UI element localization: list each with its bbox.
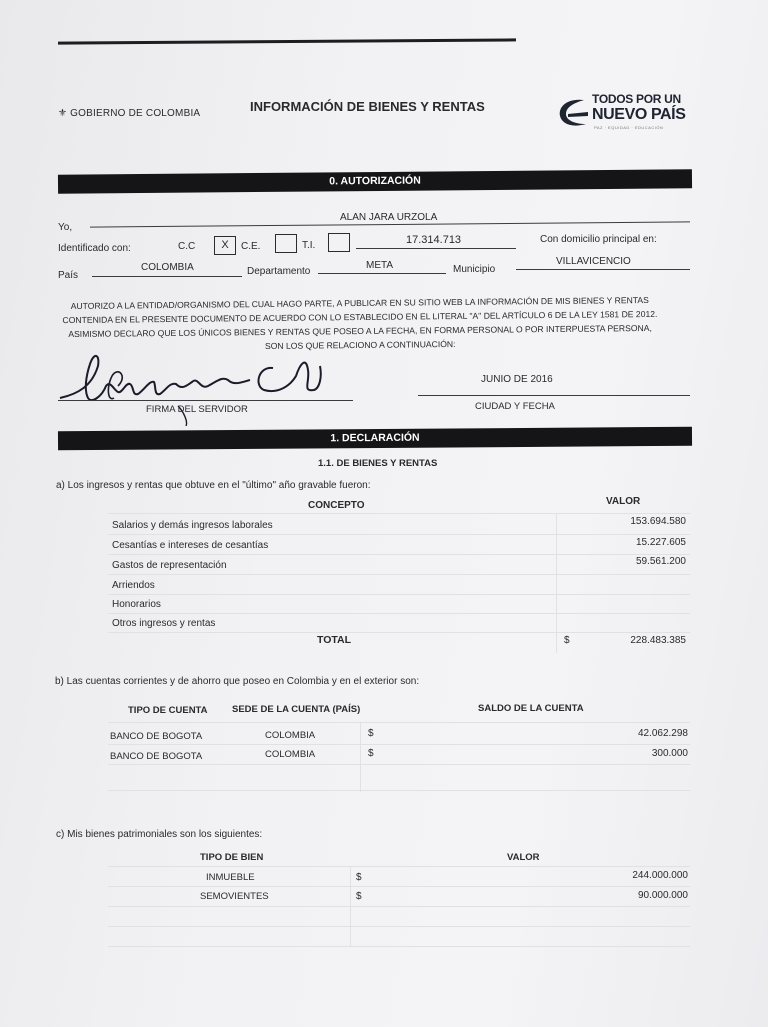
account-balance: 300.000 [651, 748, 688, 759]
logo-text-line1: TODOS POR UN [592, 92, 681, 106]
account-seat: COLOMBIA [265, 749, 316, 760]
cc-label: C.C [178, 241, 196, 252]
ce-checkbox[interactable] [275, 234, 297, 253]
asset-type: SEMOVIENTES [200, 891, 269, 902]
account-balance: 42.062.298 [637, 728, 688, 739]
country-label: País [58, 270, 79, 281]
section-bar-declaration: 1. DECLARACIÓN [58, 427, 692, 450]
logo-tagline: PAZ · EQUIDAD · EDUCACIÓN [594, 125, 664, 130]
assets-col-value: VALOR [507, 852, 540, 863]
ti-label: T.I. [302, 240, 316, 251]
authorization-text: AUTORIZO A LA ENTIDAD/ORGANISMO DEL CUAL HAGO PARTE, A PUBLICAR EN SU SITIO WEB LA INFORMACIÓN DE MIS BIENES Y RENTAS CONTENIDA EN EL PRESENTE DOCUMENTO DE ACUERDO CON LO ESTABLECIDO EN EL LITERAL "A" DEL ARTÍCULO 6 DE LA LEY 1581 DE 2012. ASIMISMO DECLARO QUE LOS ÚNICOS BIENES Y RENTAS QUE POSEO A LA FECHA, EN FORMA PERSONAL O POR INTERPUESTA PERSONA, SON LOS QUE RELACIONO A CONTINUACIÓN: [62, 294, 658, 351]
country-value: COLOMBIA [141, 262, 194, 273]
accounts-col-balance: SALDO DE LA CUENTA [478, 703, 584, 714]
signature-label: FIRMA DEL SERVIDOR [146, 404, 248, 415]
government-logo [552, 90, 702, 134]
account-type: BANCO DE BOGOTA [110, 731, 203, 742]
yo-label: Yo, [58, 222, 73, 233]
account-seat: COLOMBIA [265, 730, 316, 741]
logo-text-line2: NUEVO PAÍS [592, 106, 686, 123]
income-question: a) Los ingresos y rentas que obtuve en el "último" año gravable fueron: [56, 480, 371, 491]
asset-currency: $ [356, 891, 362, 902]
id-number: 17.314.713 [406, 234, 462, 246]
asset-value: 90.000.000 [637, 890, 688, 901]
assets-question: c) Mis bienes patrimoniales son los siguientes: [56, 829, 263, 840]
accounts-col-type: TIPO DE CUENTA [128, 705, 208, 716]
asset-value: 244.000.000 [632, 870, 688, 881]
municipality-label: Municipio [453, 264, 496, 275]
ce-label: C.E. [241, 241, 261, 252]
date-label: CIUDAD Y FECHA [475, 401, 555, 412]
id-number-underline [356, 248, 516, 249]
declarant-name: ALAN JARA URZOLA [340, 212, 438, 223]
income-row-concept: Cesantías e intereses de cesantías [112, 540, 269, 551]
municipality-underline [516, 269, 690, 270]
signature-line [58, 400, 353, 401]
country-underline [92, 276, 242, 277]
account-type: BANCO DE BOGOTA [110, 751, 203, 762]
gov-label: ⚜ GOBIERNO DE COLOMBIA [58, 108, 201, 119]
income-col-concept: CONCEPTO [308, 500, 365, 511]
department-underline [318, 273, 446, 274]
department-label: Departamento [247, 266, 311, 277]
section-subtitle: 1.1. DE BIENES Y RENTAS [318, 458, 438, 469]
income-row-concept: Salarios y demás ingresos laborales [112, 520, 273, 531]
income-row-value: 15.227.605 [635, 537, 686, 548]
id-label: Identificado con: [58, 243, 131, 254]
income-row-concept: Gastos de representación [112, 560, 227, 571]
ti-checkbox[interactable] [328, 233, 350, 252]
income-row-value: 153.694.580 [630, 516, 686, 527]
section-bar-authorization: 0. AUTORIZACIÓN [58, 169, 692, 194]
accounts-col-seat: SEDE DE LA CUENTA (PAÍS) [232, 704, 361, 715]
department-value: META [366, 260, 394, 271]
income-row-concept: Honorarios [112, 599, 161, 610]
date-line [418, 395, 690, 396]
income-row-value: 59.561.200 [635, 556, 686, 567]
income-total-value: 228.483.385 [630, 635, 686, 646]
income-row-concept: Otros ingresos y rentas [112, 618, 216, 629]
income-col-value: VALOR [606, 496, 641, 507]
asset-currency: $ [356, 872, 362, 883]
page-title: INFORMACIÓN DE BIENES Y RENTAS [250, 99, 485, 114]
assets-col-type: TIPO DE BIEN [200, 852, 264, 863]
flag-swoosh-icon [554, 94, 594, 132]
account-currency: $ [368, 748, 374, 759]
accounts-question: b) Las cuentas corrientes y de ahorro que poseo en Colombia y en el exterior son: [55, 676, 420, 687]
income-total-currency: $ [564, 635, 570, 646]
declaration-date: JUNIO DE 2016 [481, 374, 553, 385]
coat-of-arms-icon: ⚜ [58, 108, 71, 119]
cc-checkbox[interactable]: X [214, 236, 236, 255]
municipality-value: VILLAVICENCIO [556, 256, 631, 267]
income-total-label: TOTAL [317, 634, 352, 646]
asset-type: INMUEBLE [206, 872, 255, 883]
top-rule [58, 38, 516, 44]
income-row-concept: Arriendos [112, 580, 155, 591]
account-currency: $ [368, 728, 374, 739]
domicile-label: Con domicilio principal en: [540, 234, 657, 245]
